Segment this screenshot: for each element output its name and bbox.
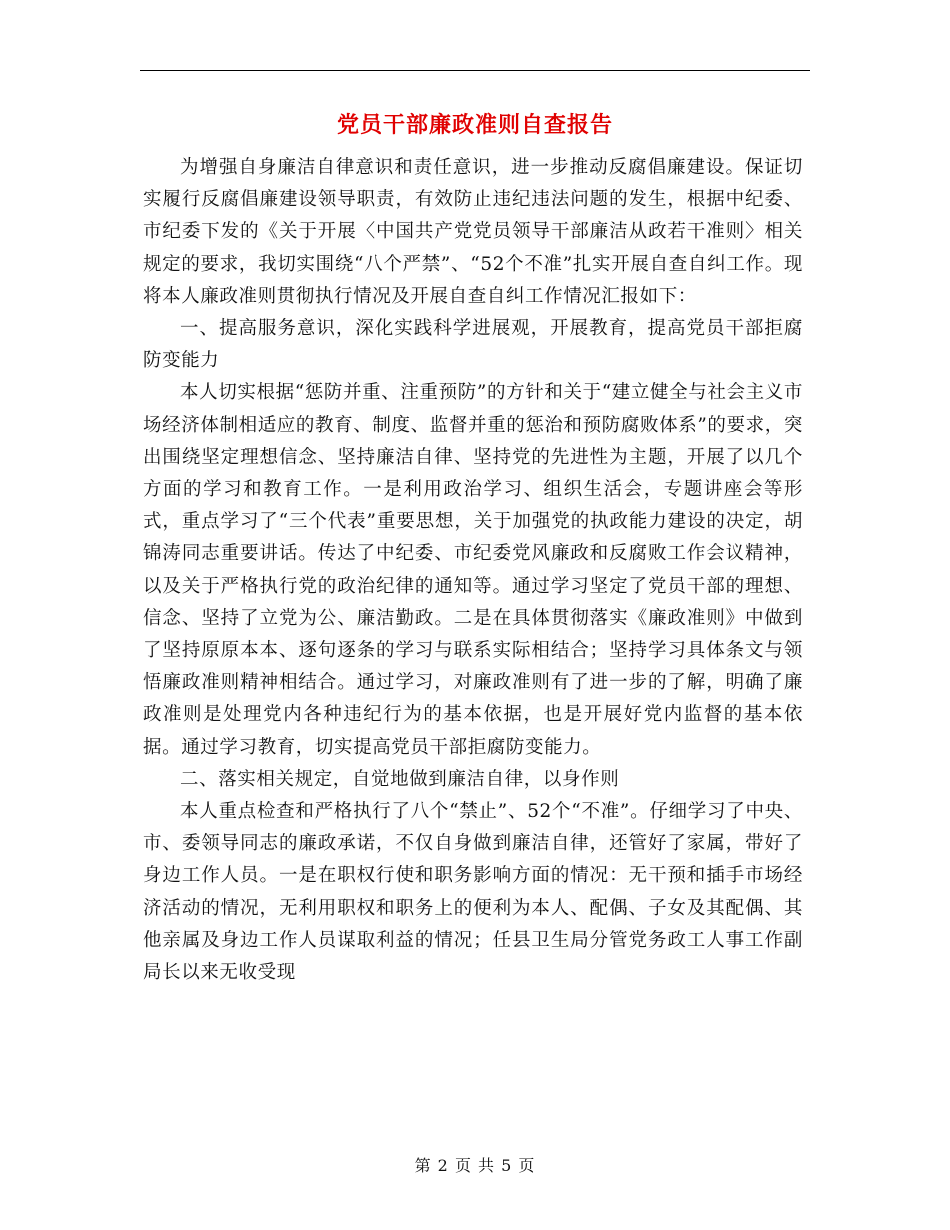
- document-body: [143, 152, 803, 989]
- paragraph-heading-2: 二、落实相关规定，自觉地做到廉洁自律，以身作则: [180, 768, 620, 790]
- page-number: 第 2 页 共 5 页: [414, 1156, 536, 1175]
- paragraph-heading-1: 一、提高服务意识，深化实践科学进展观，开展教育，提高党员干部拒腐防变能力: [143, 318, 803, 372]
- header-rule: [140, 70, 810, 71]
- paragraph-section-1: 本人切实根据“惩防并重、注重预防”的方针和关于“建立健全与社会主义市场经济体制相适应的教育、制度、监督并重的惩治和预防腐败体系”的要求，突出围绕坚定理想信念、坚持廉洁自律、坚持党的先进性为主题，开展了以几个方面的学习和教育工作。一是利用政治学习、组织生活会，专题讲座会等形式，重点学习了“三个代表”重要思想，关于加强党的执政能力建设的决定，胡锦涛同志重要讲话。传达了中纪委、市纪委党风廉政和反腐败工作会议精神，以及关于严格执行党的政治纪律的通知等。通过学习坚定了党员干部的理想、信念、坚持了立党为公、廉洁勤政。二是在具体贯彻落实《廉政准则》中做到了坚持原原本本、逐句逐条的学习与联系实际相结合；坚持学习具体条文与领悟廉政准则精神相结合。通过学习，对廉政准则有了进一步的了解，明确了廉政准则是处理党内各种违纪行为的基本依据，也是开展好党内监督的基本依据。通过学习教育，切实提高党员干部拒腐防变能力。: [143, 382, 803, 758]
- paragraph-section-2: 本人重点检查和严格执行了八个“禁止”、52个“不准”。仔细学习了中央、市、委领导同志的廉政承诺，不仅自身做到廉洁自律，还管好了家属，带好了身边工作人员。一是在职权行使和职务影响方面的情况：无干预和插手市场经济活动的情况，无利用职权和职务上的便利为本人、配偶、子女及其配偶、其他亲属及身边工作人员谋取利益的情况；任县卫生局分管党务政工人事工作副局长以来无收受现: [143, 801, 803, 984]
- paragraph-intro: 为增强自身廉洁自律意识和责任意识，进一步推动反腐倡廉建设。保证切实履行反腐倡廉建设领导职责，有效防止违纪违法问题的发生，根据中纪委、市纪委下发的《关于开展〈中国共产党党员领导干部廉洁从政若干准则〉相关规定的要求，我切实围绕“八个严禁”、“52个不准”扎实开展自查自纠工作。现将本人廉政准则贯彻执行情况及开展自查自纠工作情况汇报如下：: [143, 157, 803, 307]
- document-title: 党员干部廉政准则自查报告: [336, 112, 613, 138]
